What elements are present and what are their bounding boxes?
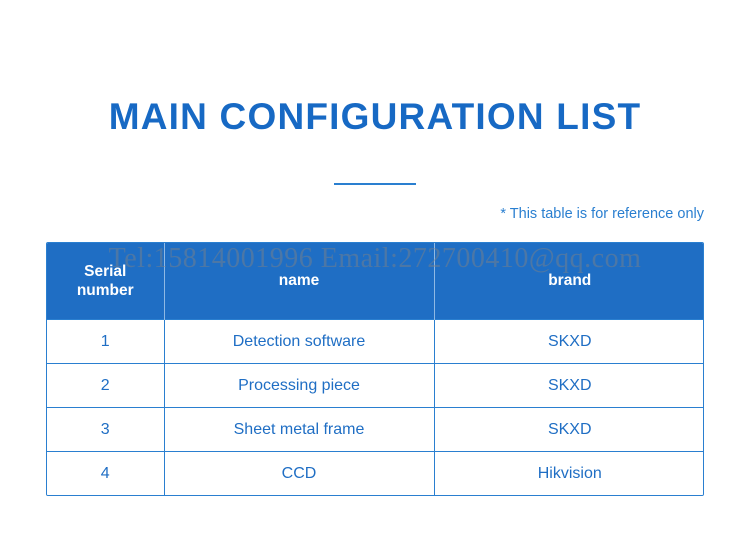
cell-serial-number: 4 [47,452,164,496]
contact-watermark: Tel:15814001996 Email:272700410@qq.com [108,243,642,274]
table-row [47,320,704,364]
reference-note: * This table is for reference only [500,206,704,222]
title-divider [334,183,416,185]
configuration-table [47,243,704,495]
cell-name: Detection software [164,320,434,364]
page-title: MAIN CONFIGURATION LIST [108,96,642,137]
table-body [47,320,704,496]
configuration-table-container [46,242,704,496]
cell-name: Sheet metal frame [164,408,434,452]
column-header-serial-line1: Serial [84,262,127,280]
table-header [47,243,704,320]
cell-brand: SKXD [434,408,704,452]
cell-brand: Hikvision [434,452,704,496]
table-row [47,452,704,496]
cell-brand: SKXD [434,364,704,408]
cell-brand: SKXD [434,320,704,364]
column-header-serial-number [47,243,164,320]
cell-serial-number: 3 [47,408,164,452]
column-header-serial-line2: number [76,282,134,299]
cell-name: CCD [164,452,434,496]
column-header-name: name [164,243,434,320]
table-header-row [47,243,704,320]
cell-serial-number: 1 [47,320,164,364]
table-row [47,364,704,408]
cell-serial-number: 2 [47,364,164,408]
column-header-brand: brand [434,243,704,320]
cell-name: Processing piece [164,364,434,408]
table-row [47,408,704,452]
